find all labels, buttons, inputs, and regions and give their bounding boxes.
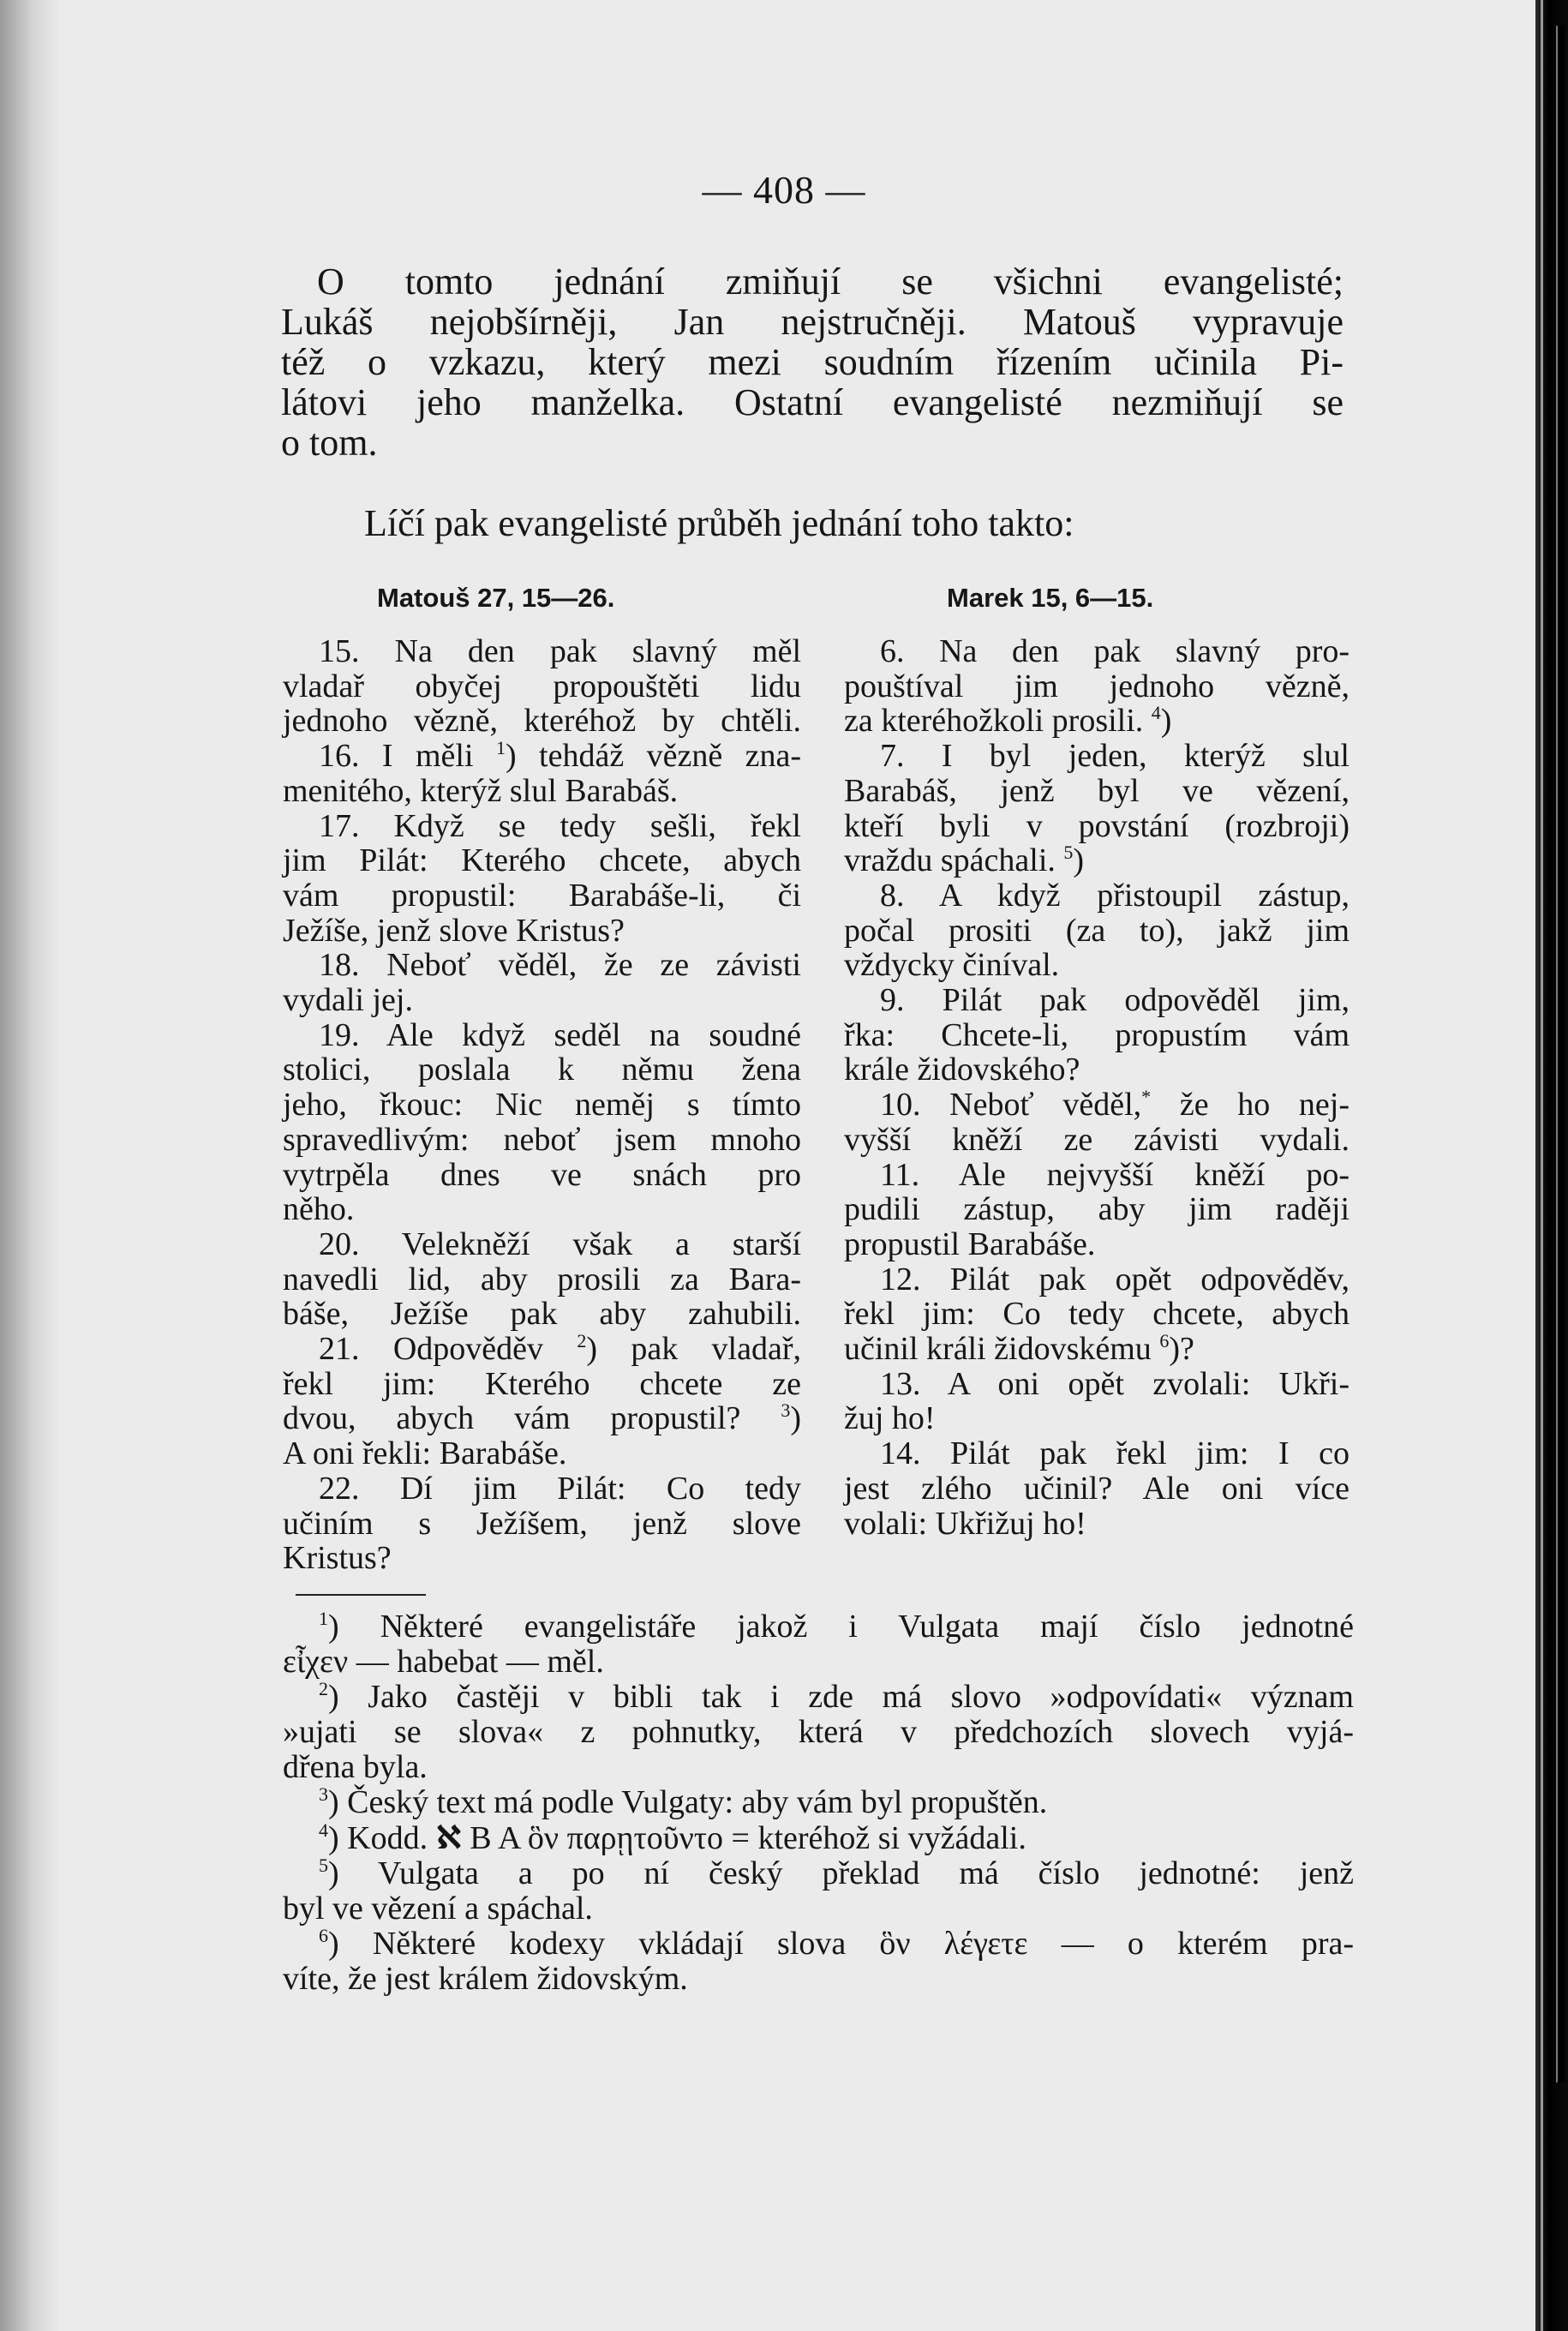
verse-line: vytrpěla dnes ve snách pro (283, 1156, 801, 1193)
footnote-2-cont: »ujati se slova« z pohnutky, která v předchozích slovech vyjá- (283, 1714, 1354, 1750)
footnote-ref: 1 (495, 737, 506, 759)
verse-line: 7. I byl jeden, kterýž slul (880, 738, 1350, 775)
verse-line: vyšší kněží ze závisti vydali. (844, 1121, 1350, 1158)
verse-line: 8. A když přistoupil zástup, (880, 877, 1350, 914)
verse-line: vraždu spáchali. $^5$) (844, 842, 1085, 879)
verse-line: navedli lid, aby prosili za Bara- (283, 1261, 801, 1297)
verse-line: 11. Ale nejvyšší kněží po- (880, 1156, 1350, 1193)
verse-line: řekl jim: Kterého chcete ze (283, 1365, 801, 1402)
verse-line: vladař obyčej propouštěti lidu (283, 668, 801, 704)
footnote-2-cont: dřena byla. (283, 1749, 428, 1785)
footnote-ref: 5 (1063, 842, 1074, 864)
greek-text: ὃν παρῃτοῦντο (527, 1820, 724, 1856)
footnote-ref: 2 (577, 1330, 587, 1352)
verse-line: Kristus? (283, 1540, 392, 1577)
verse-line: menitého, kterýž slul Barabáš. (283, 772, 679, 809)
verse-line: za kteréhožkoli prosili. $^4$) (844, 702, 1172, 740)
verse-line: učiním s Ježíšem, jenž slove (283, 1505, 801, 1542)
verse-line: žuj ho! (844, 1400, 936, 1437)
intro-line: Lukáš nejobšírněji, Jan nejstručněji. Matouš vypravuje (281, 301, 1344, 343)
verse-line: řka: Chcete-li, propustím vám (844, 1016, 1350, 1053)
verse-line: propustil Barabáše. (844, 1225, 1096, 1262)
verse-line: Ježíše, jenž slove Kristus? (283, 912, 625, 949)
verse-line: 17. Když se tedy sešli, řekl (319, 807, 801, 844)
verse-line: 10. Neboť věděl,* že ho nej- (880, 1086, 1350, 1124)
verse-line: něho. (283, 1191, 355, 1228)
page-number: — 408 — (702, 168, 866, 212)
verse-line: 14. Pilát pak řekl jim: I co (880, 1435, 1350, 1472)
verse-line: 20. Velekněží však a starší (319, 1225, 801, 1262)
verse-line: vydali jej. (283, 982, 413, 1019)
greek-text: εἶχεν (283, 1644, 349, 1680)
intro-line: O tomto jednání zmiňují se všichni evangelisté; (317, 261, 1344, 303)
page-gutter-shadow (0, 0, 60, 2331)
verse-line: krále židovského? (844, 1052, 1080, 1088)
greek-text: ὃν λέγετε (879, 1926, 1028, 1962)
intro-line: látovi jeho manželka. Ostatní evangelisté nezmiňují se (281, 381, 1344, 423)
alef-siglum: ℵ (435, 1819, 462, 1856)
footnote-ref: 6 (1159, 1330, 1170, 1352)
verse-line: 19. Ale když seděl na soudné (319, 1016, 801, 1053)
verse-line: spravedlivým: neboť jsem mnoho (283, 1121, 801, 1158)
footnote-3: $^3$) Český text má podle Vulgaty: aby vám byl propuštěn. (319, 1783, 1048, 1820)
verse-line: jim Pilát: Kterého chcete, abych (283, 842, 801, 879)
verse-line: 9. Pilát pak odpověděl jim, (880, 982, 1350, 1019)
scan-edge (1535, 0, 1568, 2331)
verse-line: vždycky činíval. (844, 947, 1060, 984)
verse-line: 21. Odpověděv $^2$) pak vladař, (319, 1330, 801, 1368)
verse-line: učinil králi židovskému $^6$)? (844, 1330, 1194, 1368)
footnote-2: $^2$) Jako častěji v bibli tak i zde má slovo »odpovídati« význam (319, 1678, 1354, 1715)
verse-line: pouštíval jim jednoho vězně, (844, 668, 1350, 704)
verse-line: počal prositi (za to), jakž jim (844, 912, 1350, 949)
verse-line: 16. I měli $^1$) tehdáž vězně zna- (319, 737, 801, 775)
verse-line: 12. Pilát pak opět odpověděv, (880, 1261, 1350, 1297)
footnote-1-cont: εἶχεν — habebat — měl. (283, 1644, 604, 1680)
verse-line: pudili zástup, aby jim raději (844, 1191, 1350, 1228)
verse-line: 6. Na den pak slavný pro- (880, 633, 1350, 669)
footnotes (283, 1609, 1354, 1997)
mark-heading: Marek 15, 6—15. (947, 583, 1154, 613)
footnote-1: $^1$) Některé evangelistáře jakož i Vulgata mají číslo jednotné (319, 1608, 1354, 1645)
intro-paragraph (281, 261, 1344, 463)
intro-line: o tom. (281, 422, 378, 464)
verse-line: 22. Dí jim Pilát: Co tedy (319, 1470, 801, 1507)
verse-line: dvou, abych vám propustil? $^3$) (283, 1399, 802, 1437)
verse-line: 13. A oni opět zvolali: Ukři- (880, 1365, 1350, 1402)
intro-line: též o vzkazu, který mezi soudním řízením učinila Pi- (281, 341, 1344, 383)
verse-line: báše, Ježíše pak aby zahubili. (283, 1296, 801, 1333)
footnote-5: $^5$) Vulgata a po ní český překlad má číslo jednotné: jenž (319, 1855, 1354, 1891)
verse-line: vám propustil: Barabáše-li, či (283, 877, 801, 914)
footnote-ref: 4 (1151, 702, 1161, 724)
verse-line: řekl jim: Co tedy chcete, abych (844, 1296, 1350, 1333)
footnote-6: $^6$) Některé kodexy vkládají slova ὃν λέγετε — o kterém pra- (319, 1925, 1354, 1962)
verse-line: kteří byli v povstání (rozbroji) (844, 807, 1350, 844)
verse-line: A oni řekli: Barabáše. (283, 1435, 567, 1472)
verse-line: Barabáš, jenž byl ve vězení, (844, 772, 1350, 809)
footnote-divider (296, 1594, 426, 1596)
verse-line: jednoho vězně, kteréhož by chtěli. (283, 703, 801, 740)
footnote-ref: * (1141, 1086, 1152, 1108)
matthew-verses (283, 634, 801, 1576)
verse-line: stolici, poslala k němu žena (283, 1052, 801, 1088)
verse-line: jest zlého učinil? Ale oni více (844, 1470, 1350, 1507)
footnote-4: $^4$) Kodd. ℵ B A ὃν παρῃτοῦντο = kteréhož si vyžádali. (319, 1819, 1026, 1856)
verse-line: volali: Ukřižuj ho! (844, 1505, 1086, 1542)
lead-sentence: Líčí pak evangelisté průběh jednání toho takto: (364, 502, 1074, 544)
matthew-heading: Matouš 27, 15—26. (377, 583, 615, 613)
verse-line: 15. Na den pak slavný měl (319, 633, 801, 669)
verse-line: jeho, řkouc: Nic neměj s tímto (283, 1087, 801, 1124)
footnote-ref: 3 (781, 1399, 791, 1422)
footnote-6-cont: víte, že jest králem židovským. (283, 1961, 688, 1997)
verse-line: 18. Neboť věděl, že ze závisti (319, 947, 801, 984)
mark-verses (844, 634, 1350, 1541)
footnote-5-cont: byl ve vězení a spáchal. (283, 1891, 593, 1927)
